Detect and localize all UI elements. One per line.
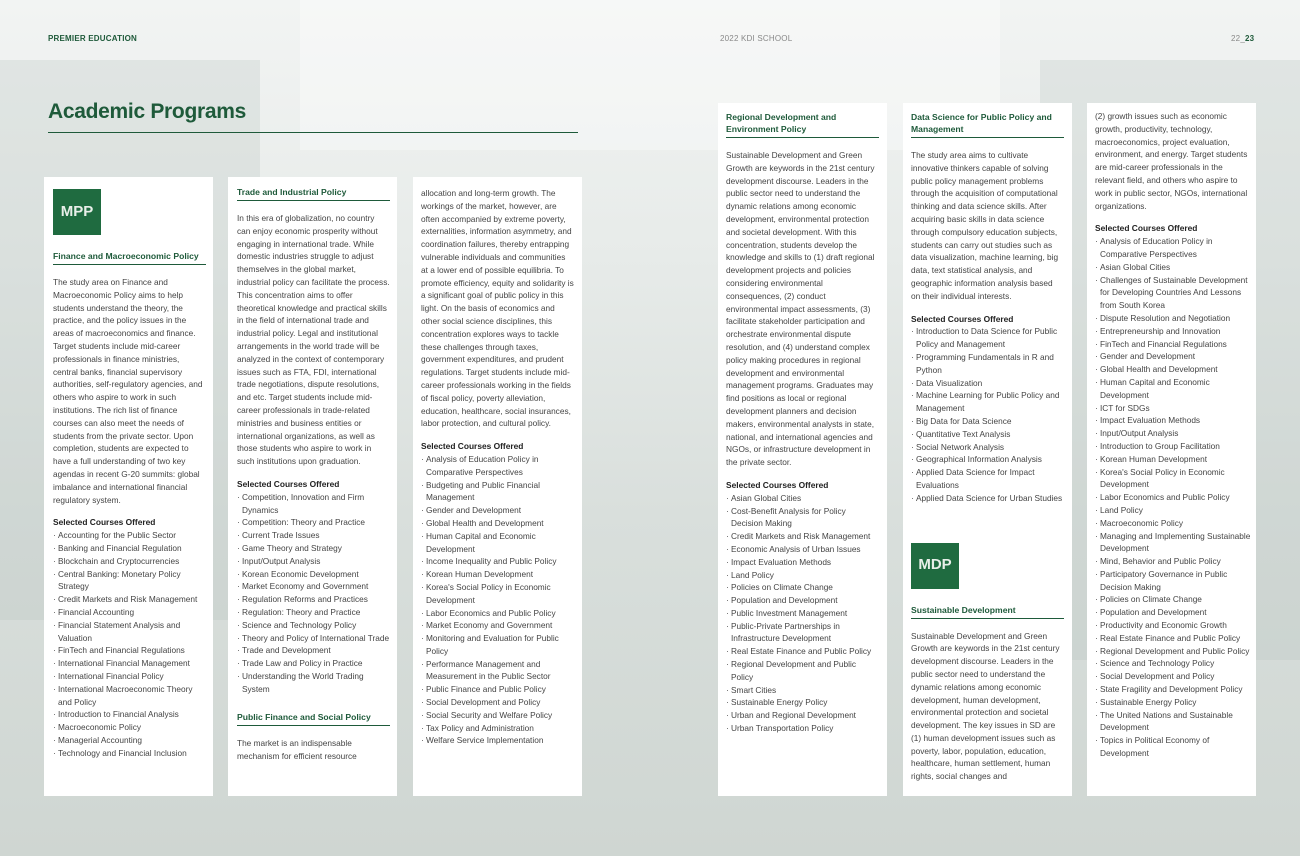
column-trade (237, 186, 390, 773)
course-item: · Labor Economics and Public Policy (1095, 491, 1251, 504)
course-list (421, 453, 574, 747)
course-list (726, 492, 879, 735)
section-body: allocation and long-term growth. The workings of the market, however, are often accompanied by extreme poverty, externalities, information asymmetry, and coordination failures, thereby entrapping vulnerable individuals and communities at a lower end of possible equilibria. To promote efficiency, equity and solidarity is a significant goal of public policy in this light. On the basis of economics and other social science disciplines, this concentration explores ways to tackle these challenges through taxes, government expenditures, and prudent regulations. Target students include mid-career professionals working in the fields of fiscal policy, poverty alleviation, education, healthcare, social insurances, labor protection, and cultural policy. (421, 188, 574, 429)
course-item: · Impact Evaluation Methods (1095, 414, 1251, 427)
course-item: · Analysis of Education Policy in Comparative Perspectives (421, 453, 574, 479)
course-item: · Understanding the World Trading System (237, 670, 390, 696)
mdp-badge: MDP (911, 543, 959, 589)
course-item: · Quantitative Text Analysis (911, 428, 1064, 441)
course-item: · Impact Evaluation Methods (726, 556, 879, 569)
section-heading: Finance and Macroeconomic Policy (53, 250, 206, 265)
course-item: · Sustainable Energy Policy (726, 696, 879, 709)
courses-heading: Selected Courses Offered (911, 313, 1014, 324)
course-item: · Blockchain and Cryptocurrencies (53, 555, 206, 568)
section-body: The market is an indispensable mechanism for efficient resource (237, 738, 357, 762)
course-item: · Science and Technology Policy (237, 619, 390, 632)
course-item: · Tax Policy and Administration (421, 722, 574, 735)
course-item: · Korean Human Development (421, 568, 574, 581)
course-item: · Input/Output Analysis (237, 555, 390, 568)
course-item: · Korea's Social Policy in Economic Development (421, 581, 574, 607)
course-item: · Managing and Implementing Sustainable Development (1095, 530, 1251, 556)
course-item: · Human Capital and Economic Development (1095, 376, 1251, 402)
course-item: · Regulation: Theory and Practice (237, 606, 390, 619)
course-item: · Regional Development and Public Policy (1095, 645, 1251, 658)
course-item: · Performance Management and Measurement in the Public Sector (421, 658, 574, 684)
course-item: · Monitoring and Evaluation for Public Policy (421, 632, 574, 658)
course-item: · Urban and Regional Development (726, 709, 879, 722)
course-item: · Social Development and Policy (1095, 670, 1251, 683)
mpp-badge: MPP (53, 189, 101, 235)
course-item: · Income Inequality and Public Policy (421, 555, 574, 568)
course-item: · Cost-Benefit Analysis for Policy Decision Making (726, 505, 879, 531)
course-item: · Regulation Reforms and Practices (237, 593, 390, 606)
course-item: · International Financial Policy (53, 670, 206, 683)
course-item: · Trade Law and Policy in Practice (237, 657, 390, 670)
section-heading: Data Science for Public Policy and Management (911, 111, 1064, 138)
course-item: · Welfare Service Implementation (421, 734, 574, 747)
course-item: · Gender and Development (1095, 350, 1251, 363)
course-item: · Banking and Financial Regulation (53, 542, 206, 555)
course-item: · Land Policy (1095, 504, 1251, 517)
course-item: · Real Estate Finance and Public Policy (1095, 632, 1251, 645)
course-item: · Social Development and Policy (421, 696, 574, 709)
courses-heading: Selected Courses Offered (237, 478, 340, 489)
course-item: · Trade and Development (237, 644, 390, 657)
course-item: · Credit Markets and Risk Management (53, 593, 206, 606)
course-item: · Big Data for Data Science (911, 415, 1064, 428)
section-heading-sustainable: Sustainable Development (911, 604, 1064, 619)
course-item: · Managerial Accounting (53, 734, 206, 747)
background-sky (300, 0, 1000, 150)
course-item: · Policies on Climate Change (726, 581, 879, 594)
course-item: · Central Banking: Monetary Policy Strategy (53, 568, 206, 594)
course-item: · Macroeconomic Policy (53, 721, 206, 734)
course-item: · Game Theory and Strategy (237, 542, 390, 555)
course-item: · Real Estate Finance and Public Policy (726, 645, 879, 658)
course-list (53, 529, 206, 759)
course-item: · Entrepreneurship and Innovation (1095, 325, 1251, 338)
section-body: In this era of globalization, no country can enjoy economic prosperity without engaging in international trade. While domestic industries struggle to adjust themselves in the global market, industrial policy can facilitate the process. This concentration aims to offer theoretical knowledge and practical skills in the field of international trade and industrial policy. Legal and institutional arrangements in the world trade will be analyzed in the context of contemporary issues such as FTA, FDI, international trade negotiations, dispute resolutions, and etc. Target students include mid-career professionals in trade-related ministries and business entities or international organizations, as well as those students who aspire to work in such institutions upon graduation. (237, 213, 390, 467)
course-item: · Sustainable Energy Policy (1095, 696, 1251, 709)
course-item: · Financial Statement Analysis and Valuation (53, 619, 206, 645)
course-item: · Programming Fundamentals in R and Python (911, 351, 1064, 377)
course-item: · Challenges of Sustainable Development for Developing Countries And Lessons from South Korea (1095, 274, 1251, 312)
course-item: · Population and Development (726, 594, 879, 607)
column-sustainable-cont (1095, 110, 1251, 760)
course-item: · Input/Output Analysis (1095, 427, 1251, 440)
course-item: · Current Trade Issues (237, 529, 390, 542)
course-item: · Global Health and Development (1095, 363, 1251, 376)
section-body: The study area on Finance and Macroeconomic Policy aims to help students understand the theory, the practice, and the policy issues in the areas of macroeconomics and finance. Target students include mid-career professionals in finance ministries, central banks, financial supervisory authorities, self-regulatory agencies, and others who aspire to work in such institutions. The rich list of finance courses can also meet the needs of students from the private sector. Upon completion, students are expected to have a full understanding of two key agendas in recent G-20 summits: global imbalance and international financial regulatory system. (53, 277, 203, 505)
course-item: · Science and Technology Policy (1095, 657, 1251, 670)
course-item: · Topics in Political Economy of Development (1095, 734, 1251, 760)
section-body: The study area aims to cultivate innovative thinkers capable of solving public policy management problems through the acquisition of computational thinking and data science skills. After acquiring basic skills in data science through compulsory education subjects, students can carry out studies such as data visualization, machine learning, big data, text statistical analysis, and geographic information analysis based on their individual interests. (911, 150, 1059, 301)
column-regional (726, 111, 879, 735)
course-item: · Machine Learning for Public Policy and Management (911, 389, 1064, 415)
course-item: · Financial Accounting (53, 606, 206, 619)
course-item: · Labor Economics and Public Policy (421, 607, 574, 620)
course-item: · Korean Economic Development (237, 568, 390, 581)
course-list (1095, 235, 1251, 760)
courses-heading: Selected Courses Offered (421, 441, 524, 452)
course-item: · Participatory Governance in Public Decision Making (1095, 568, 1251, 594)
course-item: · Social Network Analysis (911, 441, 1064, 454)
page-numbers: 22_23 (1231, 34, 1255, 43)
course-item: · Accounting for the Public Sector (53, 529, 206, 542)
course-item: · Smart Cities (726, 684, 879, 697)
course-item: · The United Nations and Sustainable Development (1095, 709, 1251, 735)
course-item: · FinTech and Financial Regulations (1095, 338, 1251, 351)
course-item: · Human Capital and Economic Development (421, 530, 574, 556)
course-item: · Korea's Social Policy in Economic Development (1095, 466, 1251, 492)
course-item: · Regional Development and Public Policy (726, 658, 879, 684)
course-item: · State Fragility and Development Policy (1095, 683, 1251, 696)
course-item: · International Financial Management (53, 657, 206, 670)
column-public-finance (421, 187, 574, 747)
course-item: · Applied Data Science for Urban Studies (911, 492, 1064, 505)
course-item: · Policies on Climate Change (1095, 593, 1251, 606)
column-finance (53, 189, 206, 759)
section-label: PREMIER EDUCATION (48, 34, 138, 43)
course-item: · Productivity and Economic Growth (1095, 619, 1251, 632)
course-item: · Global Health and Development (421, 517, 574, 530)
course-item: · Gender and Development (421, 504, 574, 517)
course-item: · Macroeconomic Policy (1095, 517, 1251, 530)
course-item: · Introduction to Group Facilitation (1095, 440, 1251, 453)
course-item: · International Macroeconomic Theory and Policy (53, 683, 206, 709)
title-divider (48, 132, 578, 133)
section-heading: Trade and Industrial Policy (237, 186, 390, 201)
course-item: · Theory and Policy of International Trade (237, 632, 390, 645)
course-item: · Public Finance and Public Policy (421, 683, 574, 696)
course-item: · Technology and Financial Inclusion (53, 747, 206, 760)
course-item: · Budgeting and Public Financial Management (421, 479, 574, 505)
course-item: · Asian Global Cities (726, 492, 879, 505)
course-list (911, 325, 1064, 504)
column-data-science (911, 111, 1064, 793)
course-item: · Market Economy and Government (237, 580, 390, 593)
section-body: (2) growth issues such as economic growth, productivity, technology, macroeconomics, project evaluation, environment, and energy. Target students are mid-career professionals in the relevant field, and others who aspire to work in public sector, NGOs, international organizations. (1095, 111, 1248, 211)
course-item: · FinTech and Financial Regulations (53, 644, 206, 657)
course-item: · Introduction to Data Science for Public Policy and Management (911, 325, 1064, 351)
courses-heading: Selected Courses Offered (53, 517, 156, 528)
course-item: · Analysis of Education Policy in Comparative Perspectives (1095, 235, 1251, 261)
course-item: · Market Economy and Government (421, 619, 574, 632)
course-item: · Asian Global Cities (1095, 261, 1251, 274)
course-item: · Applied Data Science for Impact Evaluations (911, 466, 1064, 492)
course-item: · Public-Private Partnerships in Infrastructure Development (726, 620, 879, 646)
course-item: · Credit Markets and Risk Management (726, 530, 879, 543)
course-item: · Competition: Theory and Practice (237, 516, 390, 529)
course-item: · Competition, Innovation and Firm Dynamics (237, 491, 390, 517)
course-item: · Korean Human Development (1095, 453, 1251, 466)
courses-heading: Selected Courses Offered (726, 479, 829, 490)
course-item: · Geographical Information Analysis (911, 453, 1064, 466)
section-heading: Regional Development and Environment Policy (726, 111, 879, 138)
courses-heading: Selected Courses Offered (1095, 223, 1198, 234)
course-item: · Public Investment Management (726, 607, 879, 620)
course-item: · Social Security and Welfare Policy (421, 709, 574, 722)
course-item: · Population and Development (1095, 606, 1251, 619)
section-body: Sustainable Development and Green Growth are keywords in the 21st century development discourse. Leaders in the public sector need to understand the dynamic relations among economic development, environmental protection and societal development. With this concentration, students develop the knowledge and skills to (1) draft regional development projects and policies considering environmental consequences, (2) conduct environmental impact assessments, (3) facilitate stakeholder participation and orchestrate environmental dispute resolution, and (4) understand complex policy making procedures in regional development and environmental management programs. Graduates may find positions as local or regional development planners and decision makers, environmental analysts in state, national, and international agencies and NGOs, or infrastructure development in the private sector. (726, 150, 875, 468)
course-item: · Mind, Behavior and Public Policy (1095, 555, 1251, 568)
course-item: · ICT for SDGs (1095, 402, 1251, 415)
section-heading-public-finance: Public Finance and Social Policy (237, 711, 390, 726)
publication-label: 2022 KDI SCHOOL (720, 34, 793, 43)
course-item: · Data Visualization (911, 377, 1064, 390)
section-body: Sustainable Development and Green Growth are keywords in the 21st century development discourse. Leaders in the public sector need to understand the dynamic relations among economic development, human development, environmental protection and societal development. The key issues in SD are (1) human development issues such as poverty, labor, population, education, healthcare, human settlement, human rights, social changes and (911, 630, 1060, 782)
course-item: · Urban Transportation Policy (726, 722, 879, 735)
page-title: Academic Programs (48, 100, 246, 123)
course-item: · Land Policy (726, 569, 879, 582)
course-item: · Introduction to Financial Analysis (53, 708, 206, 721)
course-item: · Dispute Resolution and Negotiation (1095, 312, 1251, 325)
course-list (237, 491, 390, 696)
course-item: · Economic Analysis of Urban Issues (726, 543, 879, 556)
